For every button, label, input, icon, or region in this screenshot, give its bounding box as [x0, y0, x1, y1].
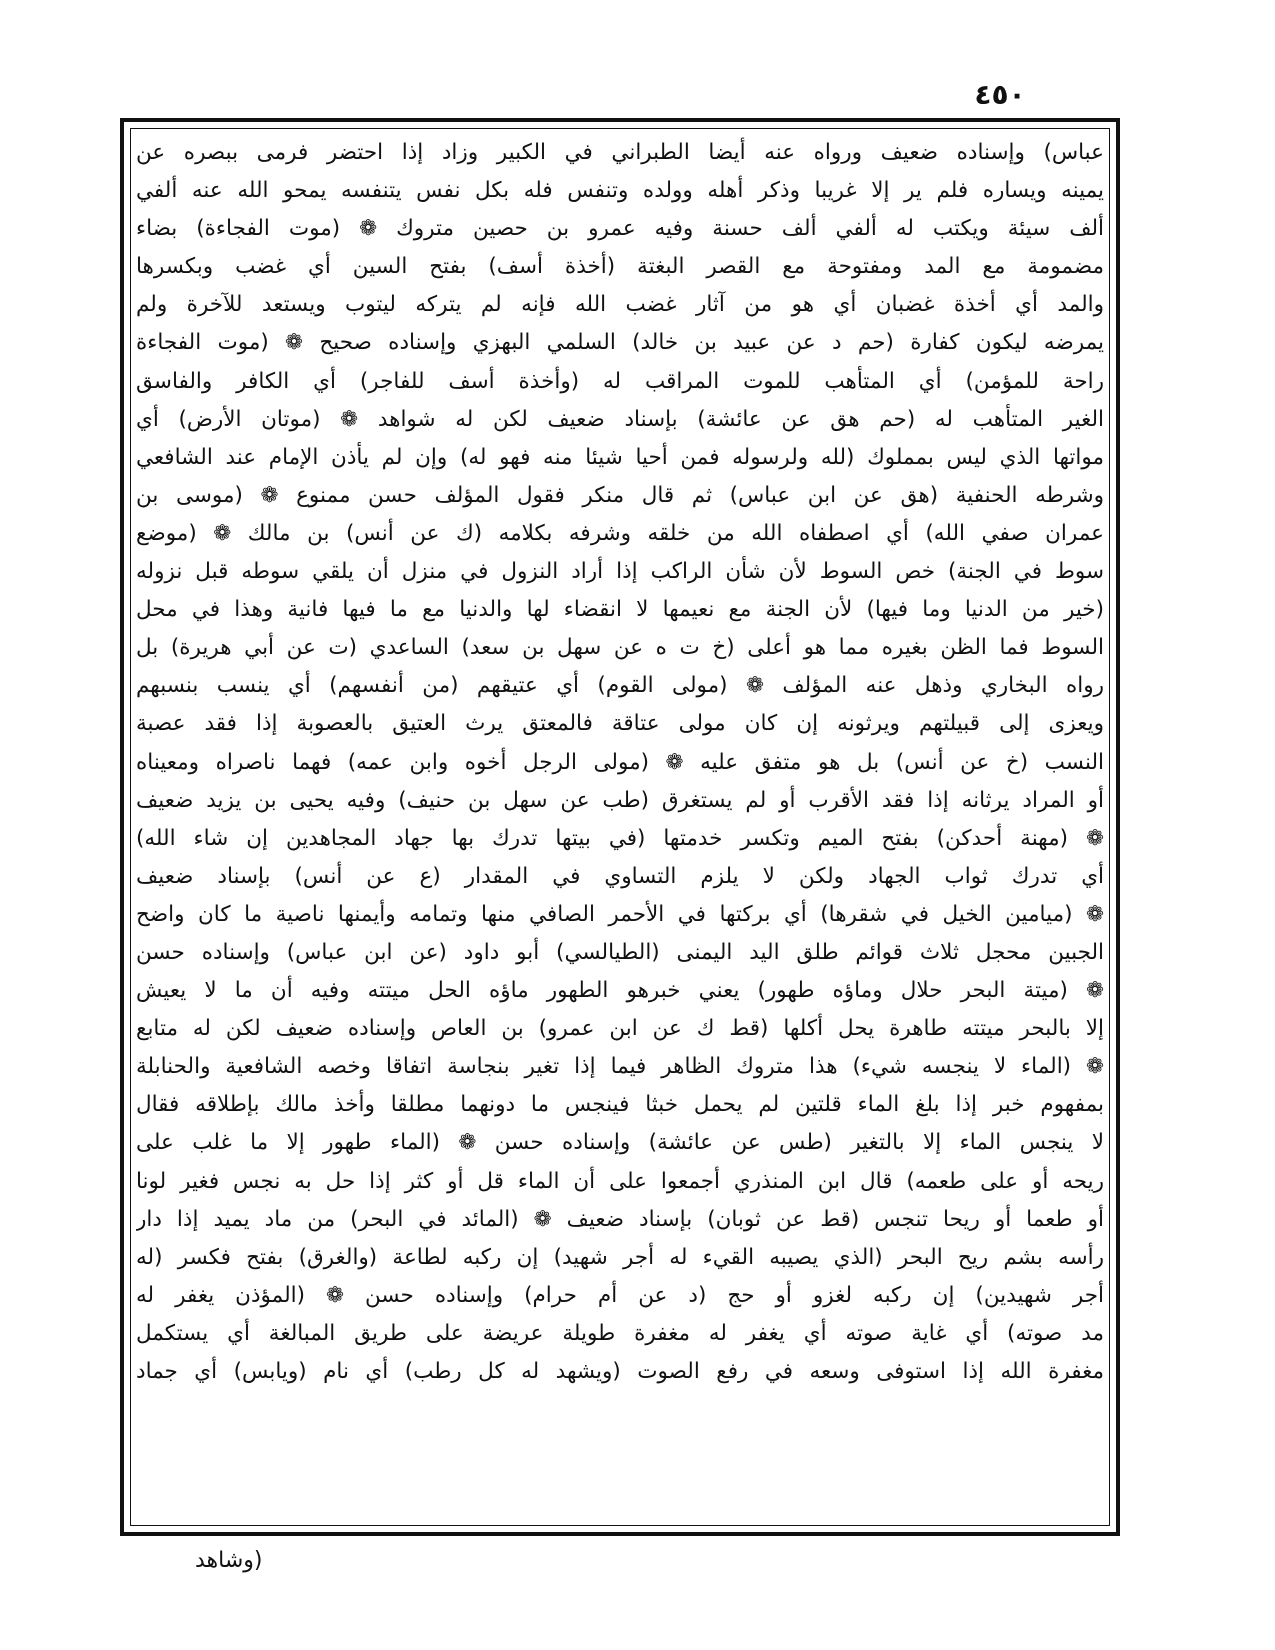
text-line: (خير من الدنيا وما فيها) لأن الجنة مع نعيمها لا انقضاء لها والدنيا مع ما فيها فانية وهذا في محل — [136, 597, 1104, 623]
text-line: بمفهوم خبر إذا بلغ الماء قلتين لم يحمل خبثا فينجس ما دونهما مطلقا وأخذ مالك بإطلاقه فقال — [136, 1092, 1104, 1118]
text-line: أي تدرك ثواب الجهاد ولكن لا يلزم التساوي في المقدار (ع عن أنس) بإسناد ضعيف — [136, 863, 1104, 889]
text-frame — [120, 118, 1120, 1536]
text-line: رأسه بشم ريح البحر (الذي يصيبه القيء له أجر شهيد) إن ركبه لطاعة (والغرق) بفتح فكسر (له — [136, 1244, 1104, 1270]
text-line: إلا بالبحر ميتته طاهرة يحل أكلها (قط ك عن ابن عمرو) بن العاص وإسناده ضعيف لكن له متابع — [136, 1016, 1104, 1042]
text-line: والمد أي أخذة غضبان أي هو من آثار غضب الله فإنه لم يتركه ليتوب ويستعد للآخرة ولم — [136, 292, 1104, 318]
text-line: مد صوته) أي غاية صوته أي يغفر له مغفرة طويلة عريضة على طريق المبالغة أي يستكمل — [136, 1320, 1104, 1346]
text-line: عباس) وإسناده ضعيف ورواه عنه أيضا الطبراني في الكبير وزاد إذا احتضر فرمى ببصره عن — [136, 140, 1104, 165]
text-line: وشرطه الحنفية (هق عن ابن عباس) ثم قال منكر فقول المؤلف حسن ممنوع ❁ (موسى بن — [136, 482, 1104, 508]
text-line: أجر شهيدين) إن ركبه لغزو أو حج (د عن أم حرام) وإسناده حسن ❁ (المؤذن يغفر له — [136, 1282, 1104, 1308]
text-line: مضمومة مع المد ومفتوحة مع القصر البغتة (أخذة أسف) بفتح السين أي غضب وبكسرها — [136, 254, 1104, 280]
text-line: أو المراد يرثانه إذا فقد الأقرب أو لم يستغرق (طب عن سهل بن حنيف) وفيه يحيى بن يزيد ضعيف — [136, 787, 1104, 813]
text-line: سوط في الجنة) خص السوط لأن شأن الراكب إذا أراد النزول في منزل أن يلقي سوطه قبل نزوله — [136, 559, 1104, 585]
text-line: ألف سيئة ويكتب له ألفي ألف حسنة وفيه عمرو بن حصين متروك ❁ (موت الفجاءة) بضاء — [136, 216, 1104, 242]
catchword: (وشاهد — [195, 1548, 263, 1573]
text-line: لا ينجس الماء إلا بالتغير (طس عن عائشة) وإسناده حسن ❁ (الماء طهور إلا ما غلب على — [136, 1130, 1104, 1156]
text-line: ويعزى إلى قبيلتهم ويرثونه إن كان مولى عتاقة فالمعتق يرث العتيق بالعصوبة إذا فقد عصبة — [136, 711, 1104, 737]
text-line: يمرضه ليكون كفارة (حم د عن عبيد بن خالد) السلمي البهزي وإسناده صحيح ❁ (موت الفجاءة — [136, 330, 1104, 356]
text-line: ❁ (ميامين الخيل في شقرها) أي بركتها في الأحمر الصافي منها وتمامه وأيمنها ناصية ما كان واضح — [136, 901, 1104, 927]
text-line: أو طعما أو ريحا تنجس (قط عن ثوبان) بإسناد ضعيف ❁ (المائد في البحر) من ماد يميد إذا دار — [136, 1206, 1104, 1232]
text-line: ❁ (مهنة أحدكن) بفتح الميم وتكسر خدمتها (في بيتها تدرك بها جهاد المجاهدين إن شاء الله) — [136, 825, 1104, 851]
text-line: عمران صفي الله) أي اصطفاه الله من خلقه وشرفه بكلامه (ك عن أنس) بن مالك ❁ (موضع — [136, 520, 1104, 546]
text-line: ريحه أو على طعمه) قال ابن المنذري أجمعوا على أن الماء قل أو كثر إذا حل به نجس فغير لونا — [136, 1168, 1104, 1194]
text-line: رواه البخاري وذهل عنه المؤلف ❁ (مولى القوم) أي عتيقهم (من أنفسهم) أي ينسب بنسبهم — [136, 673, 1104, 699]
text-line: السوط فما الظن بغيره مما هو أعلى (خ ت ه عن سهل بن سعد) الساعدي (ت عن أبي هريرة) بل — [136, 635, 1104, 661]
text-line: ❁ (الماء لا ينجسه شيء) هذا متروك الظاهر فيما إذا تغير بنجاسة اتفاقا وخصه الشافعية والحنابلة — [136, 1054, 1104, 1080]
text-line: راحة للمؤمن) أي المتأهب للموت المراقب له (وأخذة أسف للفاجر) أي الكافر والفاسق — [136, 368, 1104, 394]
text-body — [136, 134, 1104, 1520]
page-number: ٤٥٠ — [974, 78, 1026, 111]
text-line: مواتها الذي ليس بمملوك (لله ولرسوله فمن أحيا شيئا منه فهو له) وإن لم يأذن الإمام عند الشافعي — [136, 444, 1104, 470]
text-line: ❁ (ميتة البحر حلال وماؤه طهور) يعني خبرهو الطهور ماؤه الحل ميتته وفيه أن ما لا يعيش — [136, 978, 1104, 1004]
text-line: الجبين محجل ثلاث قوائم طلق اليد اليمنى (الطيالسي) أبو داود (عن ابن عباس) وإسناده حسن — [136, 939, 1104, 965]
text-line: النسب (خ عن أنس) بل هو متفق عليه ❁ (مولى الرجل أخوه وابن عمه) فهما ناصراه ومعيناه — [136, 749, 1104, 775]
text-line: الغير المتأهب له (حم هق عن عائشة) بإسناد ضعيف لكن له شواهد ❁ (موتان الأرض) أي — [136, 406, 1104, 432]
text-line: يمينه ويساره فلم ير إلا غريبا وذكر أهله وولده وتنفس فله بكل نفس يتنفسه يمحو الله عنه ألفي — [136, 178, 1104, 204]
text-line: مغفرة الله إذا استوفى وسعه في رفع الصوت (ويشهد له كل رطب) أي نام (ويابس) أي جماد — [136, 1359, 1104, 1384]
